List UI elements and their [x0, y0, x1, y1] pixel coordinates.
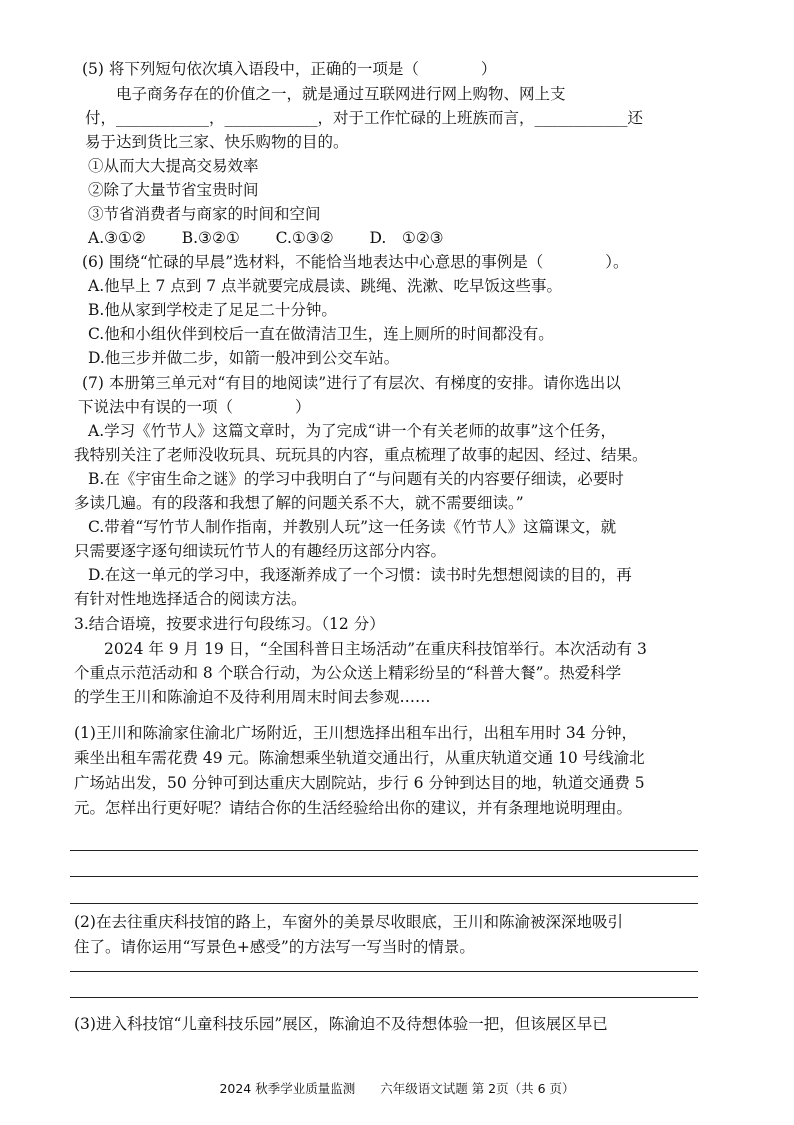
q3-context: 个重点示范活动和 8 个联合行动，为公众送上精彩纷呈的“科普大餐”。热爱科学 [74, 664, 622, 682]
q7-choice-b: B.在《宇宙生命之谜》的学习中我明白了“与问题有关的内容要仔细读，必要时 [88, 470, 624, 488]
answer-line[interactable] [70, 876, 698, 877]
q7-choice-c: 只需要逐字逐句细读玩竹节人的有趣经历这部分内容。 [74, 542, 447, 560]
q5-stem: (5) 将下列短句依次填入语段中，正确的一项是（ ） [82, 60, 497, 78]
q5-passage-line: 电子商务存在的价值之一，就是通过互联网进行网上购物、网上支 [116, 85, 566, 103]
q3-heading: 3.结合语境，按要求进行句段练习。（12 分） [74, 615, 385, 633]
q6-stem: (6) 围绕“忙碌的早晨”选材料，不能恰当地表达中心意思的事例是（ ）。 [82, 253, 629, 271]
q3-part2: (2)在去往重庆科技馆的路上，车窗外的美景尽收眼底，王川和陈渝被深深地吸引 [74, 913, 623, 931]
q7-stem: 下说法中有误的一项（ ） [78, 398, 311, 416]
q7-choice-a: A.学习《竹节人》这篇文章时，为了完成“讲一个有关老师的故事”这个任务， [88, 422, 616, 440]
q7-stem: (7) 本册第三单元对“有目的地阅读”进行了有层次、有梯度的安排。请你选出以 [82, 374, 621, 392]
q6-choice-c: C.他和小组伙伴到校后一直在做清洁卫生，连上厕所的时间都没有。 [88, 325, 554, 343]
answer-line[interactable] [70, 971, 698, 972]
q5-option: ②除了大量节省宝贵时间 [88, 181, 259, 199]
q3-part1: 元。怎样出行更好呢？请结合你的生活经验给出你的建议，并有条理地说明理由。 [74, 799, 633, 817]
page-footer: 2024 秋季学业质量监测 六年级语文试题 第 2页（共 6 页） [219, 1081, 575, 1096]
q6-choice-a: A.他早上 7 点到 7 点半就要完成晨读、跳绳、洗漱、吃早饭这些事。 [88, 277, 563, 295]
answer-line[interactable] [70, 850, 698, 851]
q7-choice-d: 有针对性地选择适合的阅读方法。 [74, 590, 307, 608]
answer-line[interactable] [70, 903, 698, 904]
q7-choice-c: C.带着“写竹节人制作指南，并教别人玩”这一任务读《竹节人》这篇课文，就 [88, 518, 617, 536]
q7-choice-a: 我特别关注了老师没收玩具、玩玩具的内容，重点梳理了故事的起因、经过、结果。 [74, 446, 648, 464]
q3-part2: 住了。请你运用“写景色+感受”的方法写一写当时的情景。 [74, 938, 475, 956]
q5-passage-line: 易于达到货比三家、快乐购物的目的。 [85, 133, 349, 151]
q7-choice-b: 多读几遍。有的段落和我想了解的问题关系不大，就不需要细读。” [74, 494, 524, 512]
q5-option: ③节省消费者与商家的时间和空间 [88, 205, 321, 223]
q3-part1: (1)王川和陈渝家住渝北广场附近，王川想选择出租车出行，出租车用时 34 分钟， [74, 724, 638, 742]
q7-choice-d: D.在这一单元的学习中，我逐渐养成了一个习惯：读书时先想想阅读的目的，再 [88, 566, 632, 584]
q6-choice-b: B.他从家到学校走了足足二十分钟。 [88, 301, 337, 319]
q5-choices: A.③①② B.③②① C.①③② D. ①②③ [88, 229, 444, 247]
answer-line[interactable] [70, 997, 698, 998]
q3-part1: 乘坐出租车需花费 49 元。陈渝想乘坐轨道交通出行，从重庆轨道交通 10 号线渝北 [74, 749, 645, 767]
q3-context: 2024 年 9 月 19 日，“全国科普日主场活动”在重庆科技馆举行。本次活动有 3 [104, 640, 647, 658]
q6-choice-d: D.他三步并做二步，如箭一般冲到公交车站。 [88, 349, 400, 367]
q5-passage-line: 付，____________，____________，对于工作忙碌的上班族而言，____________还 [85, 109, 644, 127]
q5-option: ①从而大大提高交易效率 [88, 157, 259, 175]
q3-part1: 广场站出发，50 分钟可到达重庆大剧院站，步行 6 分钟到达目的地，轨道交通费 5 [74, 774, 645, 792]
q3-context: 的学生王川和陈渝迫不及待利用周末时间去参观…… [74, 688, 431, 706]
q3-part3: (3)进入科技馆“儿童科技乐园”展区，陈渝迫不及待想体验一把，但该展区早已 [74, 1015, 608, 1033]
